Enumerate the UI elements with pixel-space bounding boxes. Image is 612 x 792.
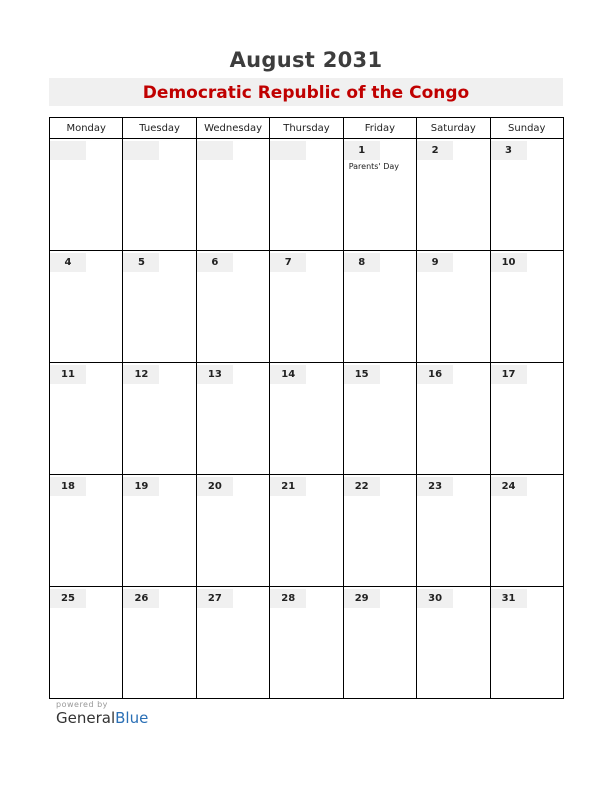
- day-number: 11: [50, 365, 86, 384]
- day-number: 2: [417, 141, 453, 160]
- day-number: 8: [344, 253, 380, 272]
- day-cell: [196, 251, 269, 363]
- day-number: 19: [123, 477, 159, 496]
- day-cell: [123, 251, 196, 363]
- day-cell: [343, 475, 416, 587]
- day-number: 15: [344, 365, 380, 384]
- calendar-body: [50, 139, 564, 699]
- week-row: [50, 251, 564, 363]
- country-banner: [49, 78, 563, 106]
- day-number: 24: [491, 477, 527, 496]
- day-number: 26: [123, 589, 159, 608]
- empty-day-label: [197, 141, 233, 160]
- day-cell: [270, 363, 343, 475]
- empty-day-cell: [123, 139, 196, 251]
- day-number: 13: [197, 365, 233, 384]
- day-cell: [343, 139, 416, 251]
- empty-day-cell: [196, 139, 269, 251]
- day-cell: [490, 251, 563, 363]
- day-cell: [196, 587, 269, 699]
- week-row: [50, 475, 564, 587]
- weekday-header-wednesday: Wednesday: [196, 118, 269, 139]
- weekday-header-row: [50, 118, 564, 139]
- day-number: 12: [123, 365, 159, 384]
- brand-name-part2: Blue: [115, 709, 149, 727]
- weekday-header-tuesday: Tuesday: [123, 118, 196, 139]
- day-number: 23: [417, 477, 453, 496]
- day-cell: [490, 475, 563, 587]
- page-title: August 2031: [229, 48, 383, 72]
- day-number: 21: [270, 477, 306, 496]
- day-cell: [343, 363, 416, 475]
- weekday-header-sunday: Sunday: [490, 118, 563, 139]
- day-cell: [417, 475, 490, 587]
- day-cell: [50, 251, 123, 363]
- empty-day-cell: [270, 139, 343, 251]
- holiday-event: Parents' Day: [348, 162, 400, 171]
- day-number: 29: [344, 589, 380, 608]
- day-number: 22: [344, 477, 380, 496]
- day-number: 3: [491, 141, 527, 160]
- day-number: 1: [344, 141, 380, 160]
- day-cell: [343, 587, 416, 699]
- day-number: 7: [270, 253, 306, 272]
- day-cell: [123, 363, 196, 475]
- day-cell: [123, 587, 196, 699]
- week-row: [50, 139, 564, 251]
- day-number: 6: [197, 253, 233, 272]
- calendar-grid: [49, 117, 564, 699]
- day-cell: [417, 587, 490, 699]
- weekday-header-saturday: Saturday: [417, 118, 490, 139]
- day-number: 20: [197, 477, 233, 496]
- day-cell: [270, 251, 343, 363]
- day-number: 27: [197, 589, 233, 608]
- empty-day-cell: [50, 139, 123, 251]
- day-number: 16: [417, 365, 453, 384]
- day-number: 25: [50, 589, 86, 608]
- brand-name-part1: General: [56, 709, 116, 727]
- generalblue-logo[interactable]: [56, 709, 148, 727]
- weekday-header-monday: Monday: [50, 118, 123, 139]
- footer: [56, 700, 148, 727]
- day-cell: [490, 587, 563, 699]
- day-cell: [270, 475, 343, 587]
- day-cell: [270, 587, 343, 699]
- day-number: 5: [123, 253, 159, 272]
- weekday-header-friday: Friday: [343, 118, 416, 139]
- country-name: Democratic Republic of the Congo: [142, 83, 470, 103]
- day-number: 18: [50, 477, 86, 496]
- day-number: 10: [491, 253, 527, 272]
- day-number: 30: [417, 589, 453, 608]
- day-cell: [417, 251, 490, 363]
- weekday-header-thursday: Thursday: [270, 118, 343, 139]
- day-number: 4: [50, 253, 86, 272]
- day-cell: [50, 475, 123, 587]
- empty-day-label: [50, 141, 86, 160]
- day-number: 31: [491, 589, 527, 608]
- day-cell: [490, 139, 563, 251]
- day-cell: [196, 363, 269, 475]
- week-row: [50, 363, 564, 475]
- week-row: [50, 587, 564, 699]
- powered-by-label: powered by: [56, 700, 108, 709]
- empty-day-label: [123, 141, 159, 160]
- day-number: 9: [417, 253, 453, 272]
- empty-day-label: [270, 141, 306, 160]
- day-cell: [50, 587, 123, 699]
- day-cell: [490, 363, 563, 475]
- day-number: 17: [491, 365, 527, 384]
- day-number: 28: [270, 589, 306, 608]
- day-cell: [196, 475, 269, 587]
- day-cell: [123, 475, 196, 587]
- day-cell: [417, 139, 490, 251]
- day-cell: [50, 363, 123, 475]
- day-cell: [417, 363, 490, 475]
- day-cell: [343, 251, 416, 363]
- day-number: 14: [270, 365, 306, 384]
